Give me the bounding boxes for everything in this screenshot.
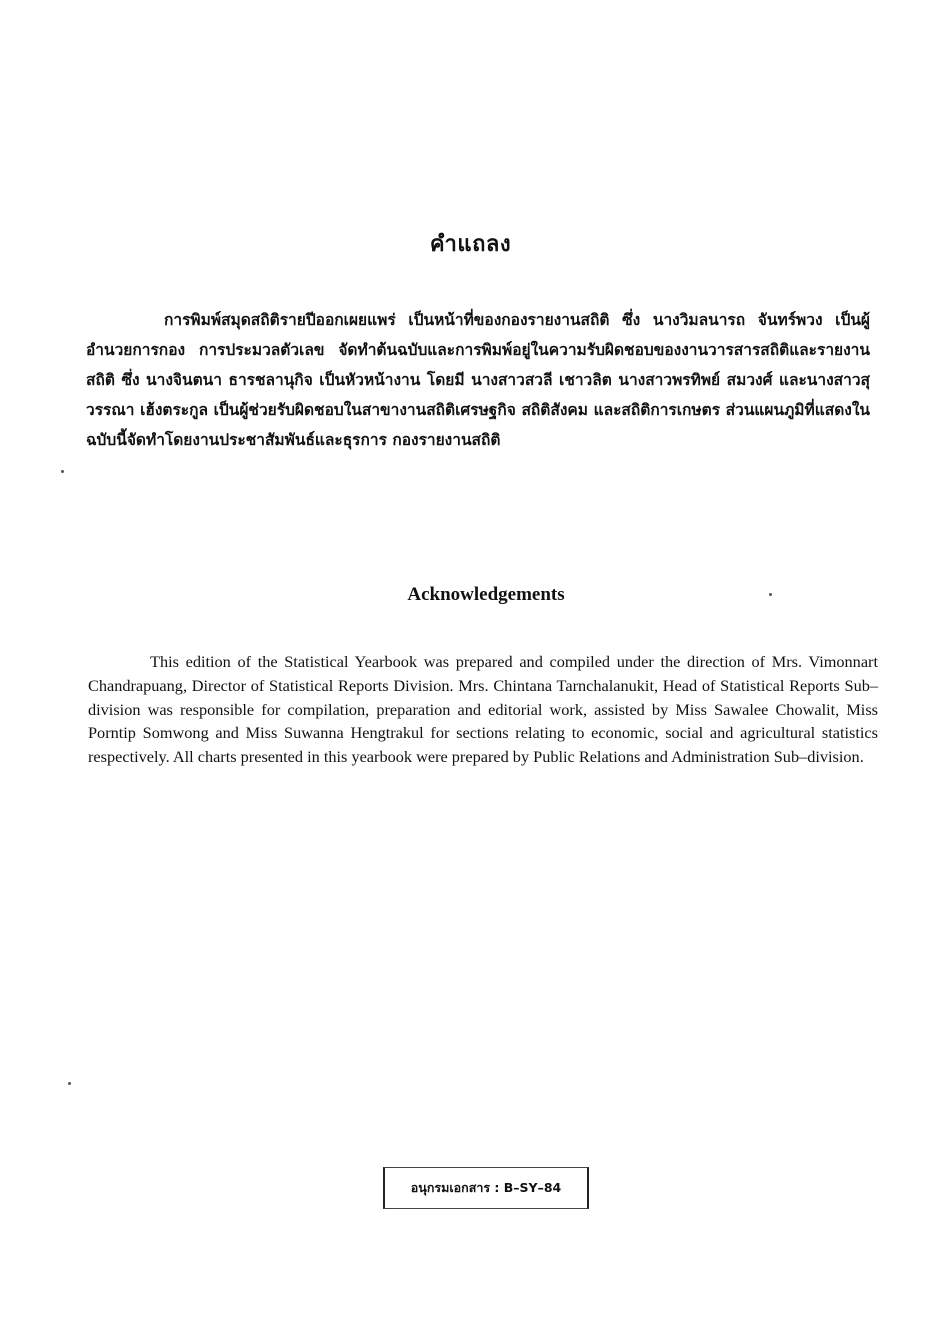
document-reference-text: อนุกรมเอกสาร : B–SY–84 <box>410 1180 562 1195</box>
thai-acknowledgement-paragraph: การพิมพ์สมุดสถิติรายปีออกเผยแพร่ เป็นหน้าที่ของกองรายงานสถิติ ซึ่ง นางวิมลนารถ จันทร์พวง เป็นผู้อำนวยการกอง การประมวลตัวเลข จัดทำต้นฉบับและการพิมพ์อยู่ในความรับผิดชอบของงานวารสารสถิติและรายงานสถิติ ซึ่ง นางจินตนา ธารชลานุกิจ เป็นหัวหน้างาน โดยมี นางสาวสวลี เชาวลิต นางสาวพรทิพย์ สมวงศ์ และนางสาวสุวรรณา เฮ้งตระกูล เป็นผู้ช่วยรับผิดชอบในสาขางานสถิติเศรษฐกิจ สถิติสังคม และสถิติการเกษตร ส่วนแผนภูมิที่แสดงในฉบับนี้จัดทำโดยงานประชาสัมพันธ์และธุรการ กองรายงานสถิติ <box>86 311 870 449</box>
acknowledgements-heading: Acknowledgements <box>407 584 565 605</box>
scan-speck <box>61 470 64 473</box>
scan-speck <box>68 1082 71 1085</box>
document-reference-box <box>383 1167 589 1209</box>
english-acknowledgement-paragraph: This edition of the Statistical Yearbook was prepared and compiled under the direction of Mrs. Vimonnart Chandrapuang, Director of Statistical Reports Division. Mrs. Chintana Tarnchalanukit, Head of Statistical Reports Sub–division was responsible for compilation, preparation and editorial work, assisted by Miss Sawalee Chowalit, Miss Porntip Somwong and Miss Suwanna Hengtrakul for sections relating to economic, social and agricultural statistics respectively. All charts presented in this yearbook were prepared by Public Relations and Administration Sub–division. <box>88 652 878 767</box>
thai-heading: คำแถลง <box>429 232 512 257</box>
scan-speck <box>769 593 772 596</box>
